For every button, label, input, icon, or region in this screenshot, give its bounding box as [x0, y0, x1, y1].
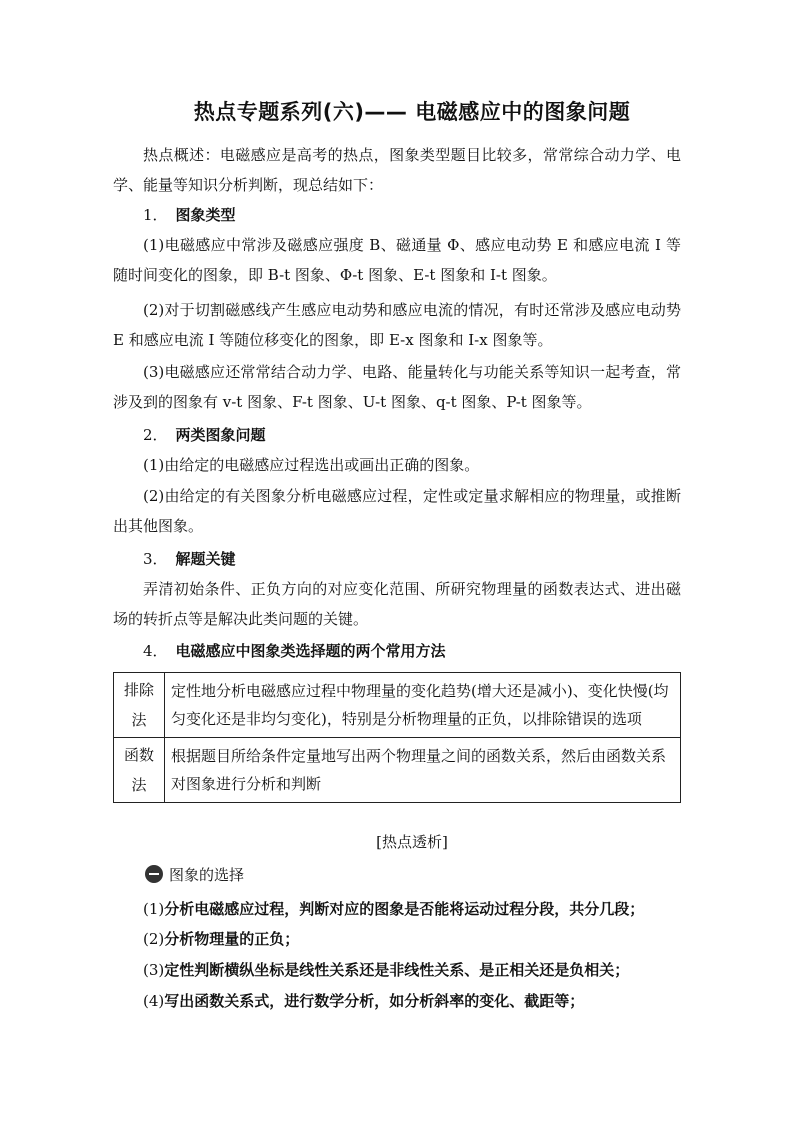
table-row: [114, 673, 681, 738]
list-item: [143, 894, 644, 924]
method-name-cell: 函数法: [114, 738, 165, 803]
list-item-text: 分析电磁感应过程，判断对应的图象是否能将运动过程分段，共分几段；: [164, 900, 645, 918]
section-3-para-1: 弄清初始条件、正负方向的对应变化范围、所研究物理量的函数表达式、进出磁场的转折点等是解决此类问题的关键。: [113, 580, 681, 628]
list-item-text: 分析物理量的正负；: [164, 930, 300, 948]
section-heading-4: [143, 636, 446, 666]
minus-circle-icon: [145, 865, 163, 883]
section-caption: [热点透析]: [376, 833, 448, 851]
section-number: 4．: [143, 642, 168, 660]
overview-paragraph: 热点概述：电磁感应是高考的热点，图象类型题目比较多，常常综合动力学、电学、能量等知识分析判断，现总结如下：: [113, 146, 681, 194]
method-name-cell: 排除法: [114, 673, 165, 738]
section-1-para-1: (1)电磁感应中常涉及磁感应强度 B、磁通量 Φ、感应电动势 E 和感应电流 I 等随时间变化的图象，即 B-t 图象、Φ-t 图象、E-t 图象和 I-t 图象。: [113, 236, 681, 284]
section-2-para-1: (1)由给定的电磁感应过程选出或画出正确的图象。: [143, 456, 480, 474]
section-2-para-2: (2)由给定的有关图象分析电磁感应过程，定性或定量求解相应的物理量，或推断出其他图象。: [113, 487, 681, 535]
section-number: 1．: [143, 206, 168, 224]
section-1-para-2: (2)对于切割磁感线产生感应电动势和感应电流的情况，有时还常涉及感应电动势 E 和感应电流 I 等随位移变化的图象，即 E-x 图象和 I-x 图象等。: [113, 301, 681, 349]
list-item-text: 写出函数关系式，进行数学分析，如分析斜率的变化、截距等；: [164, 992, 585, 1010]
list-item-number: (4): [143, 992, 165, 1010]
list-item-number: (2): [143, 930, 165, 948]
table-row: [114, 738, 681, 803]
list-item: [143, 924, 299, 954]
page-title: 热点专题系列(六)—— 电磁感应中的图象问题: [193, 100, 631, 124]
section-heading-3: [143, 544, 236, 574]
list-item-number: (3): [143, 961, 165, 979]
section-heading-2: [143, 420, 266, 450]
topic-heading: [145, 862, 244, 886]
method-desc-cell: 定性地分析电磁感应过程中物理量的变化趋势(增大还是减小)、变化快慢(均匀变化还是非均匀变化)，特别是分析物理量的正负，以排除错误的选项: [165, 673, 681, 738]
list-item-text: 定性判断横纵坐标是线性关系还是非线性关系、是正相关还是负相关；: [164, 961, 630, 979]
section-1-para-3: (3)电磁感应还常常结合动力学、电路、能量转化与功能关系等知识一起考查，常涉及到的图象有 v-t 图象、F-t 图象、U-t 图象、q-t 图象、P-t 图象等。: [113, 363, 681, 411]
section-title: 两类图象问题: [175, 426, 266, 444]
method-desc-cell: 根据题目所给条件定量地写出两个物理量之间的函数关系，然后由函数关系对图象进行分析和判断: [165, 738, 681, 803]
section-number: 3．: [143, 550, 168, 568]
section-title: 电磁感应中图象类选择题的两个常用方法: [175, 642, 446, 660]
list-item-number: (1): [143, 900, 165, 918]
section-title: 解题关键: [175, 550, 236, 568]
list-item: [143, 955, 629, 985]
list-item: [143, 986, 584, 1016]
section-title: 图象类型: [175, 206, 236, 224]
topic-label: 图象的选择: [169, 865, 245, 884]
section-number: 2．: [143, 426, 168, 444]
section-heading-1: [143, 200, 236, 230]
methods-table: [113, 672, 681, 803]
